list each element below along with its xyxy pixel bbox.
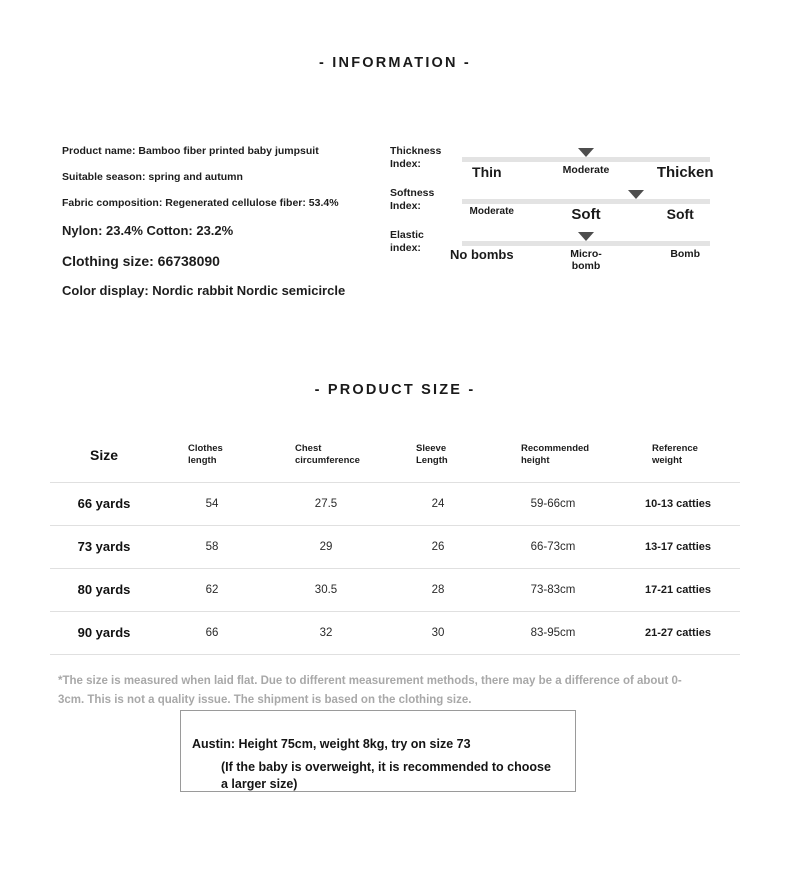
cell-size: 90 yards — [50, 611, 158, 654]
spec-color-display: Color display: Nordic rabbit Nordic semicircle — [62, 283, 346, 299]
thickness-index-row — [390, 145, 714, 187]
table-row — [50, 568, 740, 611]
elastic-index-label: Elastic index: — [390, 229, 424, 255]
size-table-header — [50, 430, 740, 482]
cell-height: 83-95cm — [490, 611, 616, 654]
softness-index-label: Softness Index: — [390, 187, 435, 213]
table-header-row — [50, 430, 740, 482]
product-size-table — [50, 430, 740, 655]
header-chest-circumference: Chest circumference — [266, 430, 386, 482]
softness-tick-soft: Soft — [571, 206, 601, 223]
cell-chest: 29 — [266, 525, 386, 568]
cell-weight: 21-27 catties — [616, 611, 740, 654]
spec-product-name: Product name: Bamboo fiber printed baby jumpsuit — [62, 145, 319, 157]
spec-fabric-nylon-cotton: Nylon: 23.4% Cotton: 23.2% — [62, 223, 234, 239]
elastic-index-ticks — [450, 247, 710, 274]
cell-chest: 30.5 — [266, 568, 386, 611]
softness-index-track — [462, 199, 710, 204]
elastic-index-marker-icon — [578, 232, 594, 241]
thickness-index-slider — [462, 145, 714, 190]
softness-tick-soft-high: Soft — [666, 206, 694, 222]
product-size-section-title: - PRODUCT SIZE - — [314, 382, 476, 398]
cell-sleeve: 30 — [386, 611, 490, 654]
elastic-tick-micro-bomb: Micro-bomb — [570, 248, 602, 273]
table-row — [50, 482, 740, 525]
thickness-index-label: Thickness Index: — [390, 145, 442, 171]
cell-sleeve: 26 — [386, 525, 490, 568]
spec-clothing-size: Clothing size: 66738090 — [62, 252, 220, 269]
spec-suitable-season: Suitable season: spring and autumn — [62, 171, 243, 184]
model-reference-box — [180, 710, 576, 792]
elastic-tick-bomb: Bomb — [670, 248, 701, 260]
thickness-tick-thicken: Thicken — [656, 164, 714, 181]
softness-tick-moderate: Moderate — [469, 206, 514, 217]
size-measurement-note: *The size is measured when laid flat. Due to different measurement methods, there may be a difference of about 0-3cm. This is not a quality issue. The shipment is based on the clothing size. — [58, 675, 682, 706]
cell-clothes-length: 62 — [158, 568, 266, 611]
header-size: Size — [50, 430, 158, 482]
cell-height: 59-66cm — [490, 482, 616, 525]
cell-sleeve: 24 — [386, 482, 490, 525]
model-reference-secondary: (If the baby is overweight, it is recommended to choose a larger size) — [221, 760, 551, 791]
table-row — [50, 611, 740, 654]
cell-weight: 10-13 catties — [616, 482, 740, 525]
cell-size: 66 yards — [50, 482, 158, 525]
softness-index-marker-icon — [628, 190, 644, 199]
model-reference-primary: Austin: Height 75cm, weight 8kg, try on size 73 — [192, 737, 471, 751]
cell-chest: 32 — [266, 611, 386, 654]
thickness-tick-thin: Thin — [472, 164, 502, 180]
header-clothes-length: Clothes length — [158, 430, 266, 482]
header-recommended-height: Recommended height — [490, 430, 616, 482]
elastic-tick-no-bombs: No bombs — [450, 247, 514, 262]
header-reference-weight: Reference weight — [616, 430, 740, 482]
cell-chest: 27.5 — [266, 482, 386, 525]
cell-weight: 13-17 catties — [616, 525, 740, 568]
cell-height: 73-83cm — [490, 568, 616, 611]
elastic-index-slider — [450, 229, 710, 274]
information-section-title: - INFORMATION - — [319, 55, 471, 71]
cell-weight: 17-21 catties — [616, 568, 740, 611]
table-row — [50, 525, 740, 568]
cell-size: 73 yards — [50, 525, 158, 568]
thickness-index-marker-icon — [578, 148, 594, 157]
spec-fabric-composition: Fabric composition: Regenerated cellulose fiber: 53.4% — [62, 197, 339, 210]
thickness-tick-moderate: Moderate — [562, 164, 610, 176]
fabric-index-chart — [390, 145, 714, 273]
cell-height: 66-73cm — [490, 525, 616, 568]
cell-sleeve: 28 — [386, 568, 490, 611]
cell-size: 80 yards — [50, 568, 158, 611]
cell-clothes-length: 54 — [158, 482, 266, 525]
cell-clothes-length: 58 — [158, 525, 266, 568]
size-table-body — [50, 482, 740, 654]
cell-clothes-length: 66 — [158, 611, 266, 654]
softness-index-slider — [462, 187, 710, 232]
product-information-list — [62, 145, 382, 312]
elastic-index-track — [462, 241, 710, 246]
thickness-index-track — [462, 157, 710, 162]
header-sleeve-length: Sleeve Length — [386, 430, 490, 482]
elastic-index-row — [390, 229, 710, 271]
softness-index-row — [390, 187, 710, 229]
